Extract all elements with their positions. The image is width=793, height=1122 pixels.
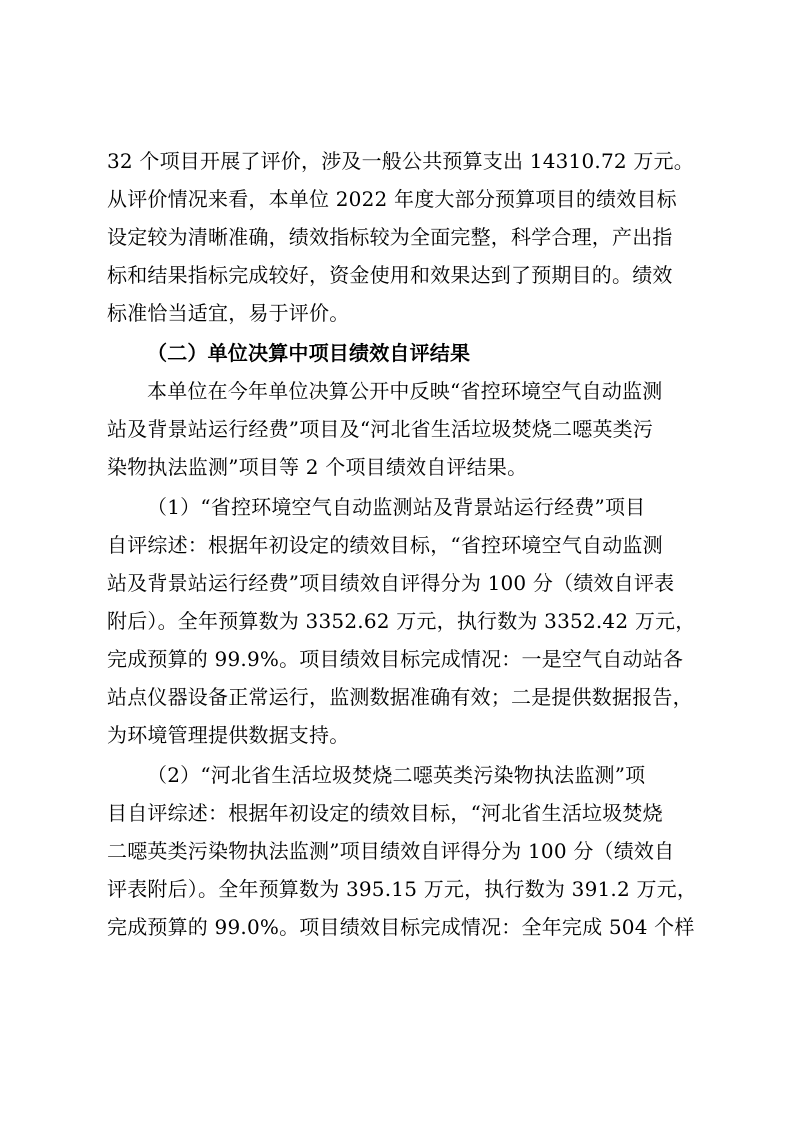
paragraph-line: 从评价情况来看，本单位 2022 年度大部分预算项目的绩效目标 — [107, 187, 677, 211]
paragraph-line: 完成预算的 99.9%。项目绩效目标完成情况：一是空气自动站各 — [107, 647, 684, 671]
paragraph-line: 32 个项目开展了评价，涉及一般公共预算支出 14310.72 万元。 — [107, 149, 694, 173]
paragraph-line: （2）“河北省生活垃圾焚烧二噁英类污染物执法监测”项 — [147, 763, 646, 787]
paragraph-line: 染物执法监测”项目等 2 个项目绩效自评结果。 — [107, 455, 528, 479]
paragraph-line: 标和结果指标完成较好，资金使用和效果达到了预期目的。绩效 — [107, 263, 673, 287]
paragraph-line: 附后）。全年预算数为 3352.62 万元，执行数为 3352.42 万元， — [107, 609, 696, 633]
paragraph-line: 目自评综述：根据年初设定的绩效目标，“河北省生活垃圾焚烧 — [107, 801, 663, 825]
paragraph-line: 二噁英类污染物执法监测”项目绩效自评得分为 100 分（绩效自 — [107, 839, 675, 863]
paragraph-line: 标准恰当适宜，易于评价。 — [107, 301, 350, 325]
paragraph-line: 本单位在今年单位决算公开中反映“省控环境空气自动监测 — [147, 379, 663, 403]
paragraph-line: 站及背景站运行经费”项目及“河北省生活垃圾焚烧二噁英类污 — [107, 417, 654, 441]
section-heading: （二）单位决算中项目绩效自评结果 — [147, 341, 471, 365]
paragraph-line: 设定较为清晰准确，绩效指标较为全面完整，科学合理，产出指 — [107, 225, 673, 249]
paragraph-line: 站及背景站运行经费”项目绩效自评得分为 100 分（绩效自评表 — [107, 571, 675, 595]
paragraph-line: （1）“省控环境空气自动监测站及背景站运行经费”项目 — [147, 495, 646, 519]
paragraph-line: 完成预算的 99.0%。项目绩效目标完成情况：全年完成 504 个样 — [107, 915, 695, 939]
paragraph-line: 自评综述：根据年初设定的绩效目标，“省控环境空气自动监测 — [107, 533, 663, 557]
paragraph-line: 评表附后）。全年预算数为 395.15 万元，执行数为 391.2 万元， — [107, 877, 698, 901]
paragraph-line: 站点仪器设备正常运行，监测数据准确有效；二是提供数据报告， — [107, 685, 693, 709]
paragraph-line: 为环境管理提供数据支持。 — [107, 723, 350, 747]
